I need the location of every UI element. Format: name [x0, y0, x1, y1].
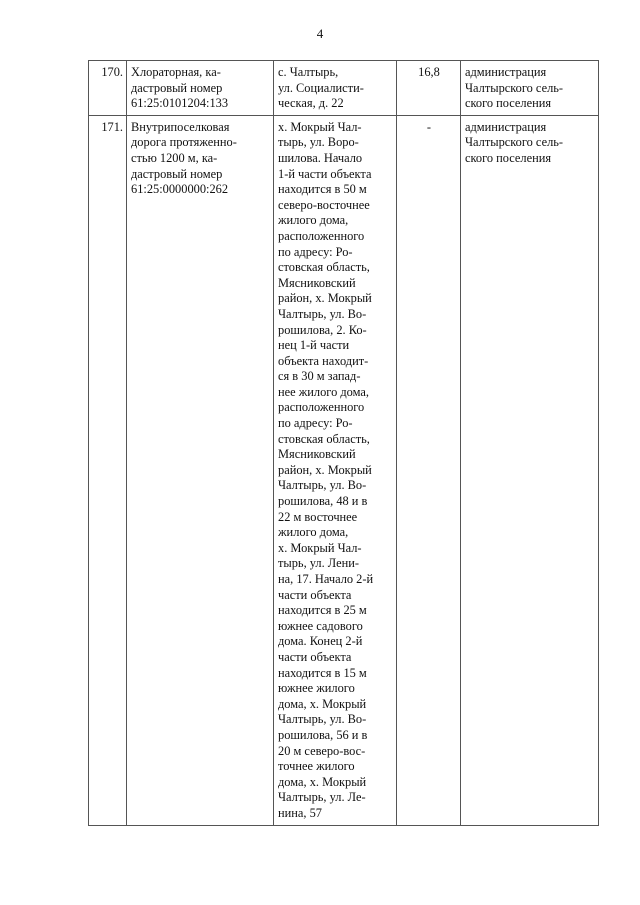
row-number-cell: 171. [89, 115, 127, 825]
object-name-cell: Внутрипоселковая дорога протяженно- стью 1200 м, ка- дастровый номер 61:25:0000000:262 [127, 115, 274, 825]
owner-cell: администрация Чалтырского сель- ского поселения [461, 115, 599, 825]
table-row [89, 61, 599, 116]
object-address-cell: х. Мокрый Чал- тырь, ул. Воро- шилова. Начало 1-й части объекта находится в 50 м северо-восточнее жилого дома, расположенного по адресу: Ро- стовская область, Мясниковский район, х. Мокрый Чалтырь, ул. Во- рошилова, 2. Ко- нец 1-й части объекта находит- ся в 30 м запад- нее жилого дома, расположенного по адресу: Ро- стовская область, Мясниковский район, х. Мокрый Чалтырь, ул. Во- рошилова, 48 и в 22 м восточнее жилого дома, х. Мокрый Чал- тырь, ул. Лени- на, 17. Начало 2-й части объекта находится в 25 м южнее садового дома. Конец 2-й части объекта находится в 15 м южнее жилого дома, х. Мокрый Чалтырь, ул. Во- рошилова, 56 и в 20 м северо-вос- точнее жилого дома, х. Мокрый Чалтырь, ул. Ле- нина, 57 [274, 115, 397, 825]
object-area-cell: 16,8 [397, 61, 461, 116]
page-number: 4 [316, 26, 324, 41]
object-area-cell: - [397, 115, 461, 825]
owner-cell: администрация Чалтырского сель- ского поселения [461, 61, 599, 116]
object-address-cell: с. Чалтырь, ул. Социалисти- ческая, д. 22 [274, 61, 397, 116]
object-name-cell: Хлораторная, ка- дастровый номер 61:25:0101204:133 [127, 61, 274, 116]
row-number-cell: 170. [89, 61, 127, 116]
property-registry-table [88, 60, 599, 826]
table-row [89, 115, 599, 825]
